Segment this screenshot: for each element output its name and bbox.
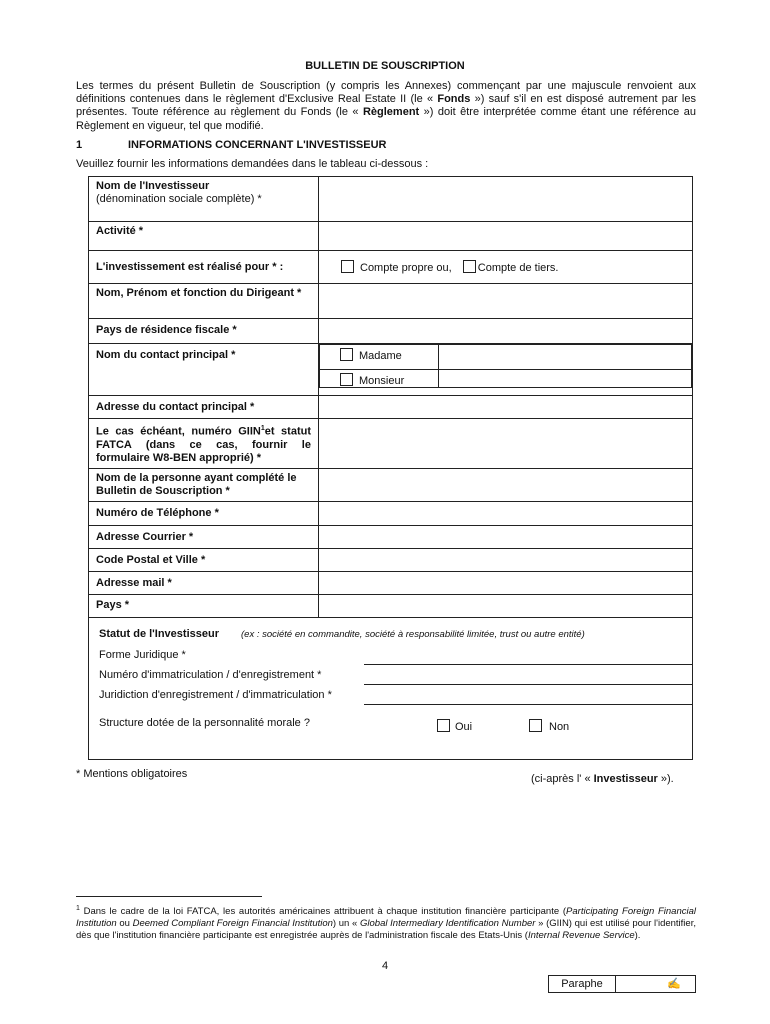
page-number: 4 [381,960,389,972]
activite-label: Activité * [89,222,319,251]
immatriculation-label: Numéro d'immatriculation / d'enregistrement * [99,669,322,681]
intro-paragraph: Les termes du présent Bulletin de Souscription (y compris les Annexes) commençant par une majuscule renvoient aux définitions contenues dans le règlement d'Exclusive Real Estate II (le « Fonds ») sauf s'il en est disposé autrement par les présentes. Toute référence au règlement du Fonds (le « Règlement ») doit être interprétée comme étant une référence au Règlement en vigueur, tel que modifié. [76,80,696,132]
pays-fiscale-label: Pays de résidence fiscale * [89,319,319,344]
adresse-courrier-label: Adresse Courrier * [89,525,319,548]
dirigeant-label: Nom, Prénom et fonction du Dirigeant * [89,284,319,319]
monsieur-name-field[interactable] [439,370,692,388]
giin-label: Le cas échéant, numéro GIIN$^1$et statut FATCA (dans ce cas, fournir le formulaire W8-BEN approprié) * [89,419,319,469]
compte-tiers-checkbox[interactable] [463,260,476,273]
contact-principal-cell [319,344,693,396]
adresse-mail-label: Adresse mail * [89,571,319,594]
document-title: BULLETIN DE SOUSCRIPTION [305,60,465,72]
adresse-contact-field[interactable] [319,396,693,419]
pays-fiscale-field[interactable] [319,319,693,344]
madame-name-field[interactable] [439,345,692,370]
paraphe-label: Paraphe [549,976,616,992]
non-option [529,719,569,733]
monsieur-label: Monsieur [359,375,405,387]
activite-field[interactable] [319,222,693,251]
nom-investisseur-field[interactable] [319,177,693,222]
paraphe-box [548,975,696,993]
paraphe-field[interactable] [616,976,695,992]
dirigeant-field[interactable] [319,284,693,319]
pen-icon: ✍ [667,978,681,990]
adresse-mail-field[interactable] [319,571,693,594]
footnote: $^1$ Dans le cadre de la loi FATCA, les autorités américaines attribuent à chaque institution financière participante (Participating Foreign Financial Institution ou Deemed Compliant Foreign Financial Institution) un « Global Intermediary Identification Number » (GIIN) qui est utilisé pour l'identifier, dès que l'institution financière participante est enregistrée auprès de l'administration fiscale des Etats-Unis (Internal Revenue Service). [76,905,696,942]
investor-form-table [88,176,693,618]
personnalite-morale-label: Structure dotée de la personnalité morale ? [99,717,310,729]
forme-juridique-label: Forme Juridique * [99,649,186,661]
non-checkbox[interactable] [529,719,542,732]
juridiction-line[interactable] [364,704,692,705]
statut-investisseur-box [88,612,693,760]
madame-checkbox[interactable] [340,348,353,361]
pays-label: Pays * [89,594,319,617]
telephone-field[interactable] [319,501,693,525]
personne-complete-field[interactable] [319,468,693,501]
nom-investisseur-label: Nom de l'Investisseur (dénomination sociale complète) * [89,177,319,222]
investissement-options [319,251,693,284]
adresse-courrier-field[interactable] [319,525,693,548]
investissement-label: L'investissement est réalisé pour * : [89,251,319,284]
oui-checkbox[interactable] [437,719,450,732]
oui-label: Oui [455,721,473,733]
mentions-obligatoires: * Mentions obligatoires [76,768,188,780]
adresse-contact-label: Adresse du contact principal * [89,396,319,419]
personne-complete-label: Nom de la personne ayant complété le Bulletin de Souscription * [89,468,319,501]
ci-apres-note: (ci-après l' « Investisseur »). [531,773,674,785]
section-title: INFORMATIONS CONCERNANT L'INVESTISSEUR [128,139,387,151]
footnote-rule [76,896,262,897]
compte-propre-label: Compte propre ou, [360,262,452,274]
compte-tiers-label: Compte de tiers. [477,262,559,274]
madame-label: Madame [359,350,402,362]
statut-example: (ex : société en commandite, société à responsabilité limitée, trust ou autre entité) [241,629,585,640]
contact-principal-label: Nom du contact principal * [89,344,319,396]
code-postal-field[interactable] [319,548,693,571]
juridiction-label: Juridiction d'enregistrement / d'immatriculation * [99,689,332,701]
forme-juridique-line[interactable] [364,664,692,665]
oui-option [437,719,472,733]
monsieur-checkbox[interactable] [340,373,353,386]
non-label: Non [549,721,570,733]
statut-title: Statut de l'Investisseur [99,628,219,640]
immatriculation-line[interactable] [364,684,692,685]
compte-propre-checkbox[interactable] [341,260,354,273]
section-lead: Veuillez fournir les informations demandées dans le tableau ci-dessous : [76,158,429,170]
giin-field[interactable] [319,419,693,469]
section-number: 1 [76,139,83,151]
telephone-label: Numéro de Téléphone * [89,501,319,525]
code-postal-label: Code Postal et Ville * [89,548,319,571]
